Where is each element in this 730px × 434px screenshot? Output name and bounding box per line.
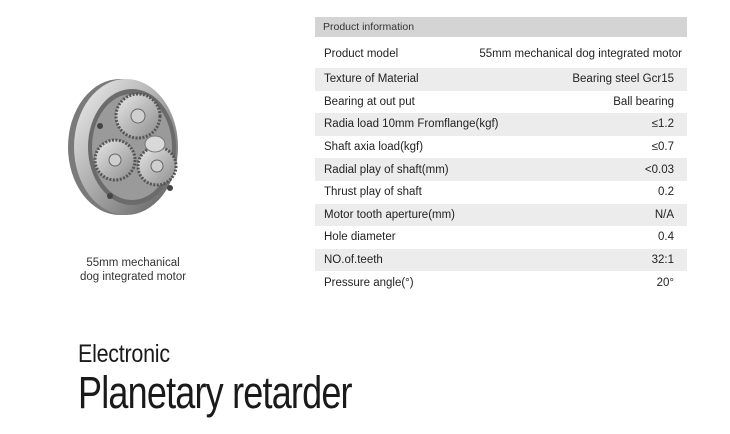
table-row [315,91,687,114]
planetary-gear-image [62,72,202,222]
row-value: ≤0.7 [651,141,674,154]
row-label: Radial play of shaft(mm) [324,163,449,176]
row-label: Product model [324,48,399,60]
product-caption [68,256,198,284]
caption-line-1: 55mm mechanical [86,257,180,269]
table-row [315,68,687,91]
row-label: Thrust play of shaft [324,186,422,199]
headline-subtitle: Electronic [78,340,170,368]
row-label: NO.of.teeth [324,254,383,267]
table-row [315,249,687,272]
row-value: 0.2 [658,186,674,199]
headline-title: Planetary retarder [78,367,352,418]
table-row [315,40,687,68]
table-row [315,204,687,227]
row-value: N/A [654,208,674,221]
table-row [315,181,687,204]
row-value: Ball bearing [613,95,674,108]
row-value: Bearing steel Gcr15 [572,73,674,86]
table-header: Product information [315,17,687,37]
headline [78,340,420,418]
product-info-table [315,17,687,294]
row-value: 0.4 [658,231,674,244]
row-label: Pressure angle(°) [324,276,414,289]
row-label: Shaft axia load(kgf) [324,141,424,154]
row-label: Motor tooth aperture(mm) [324,208,456,221]
table-row [315,271,687,294]
table-row [315,136,687,159]
table-row [315,113,687,136]
table-row [315,226,687,249]
row-label: Bearing at out put [324,95,415,108]
caption-line-2: dog integrated motor [79,271,187,283]
row-value: 32:1 [651,254,674,267]
row-label: Radia load 10mm Fromflange(kgf) [324,118,499,131]
table-body [315,40,687,294]
row-value: <0.03 [644,163,674,176]
row-label: Texture of Material [324,73,419,86]
table-row [315,158,687,181]
row-label: Hole diameter [324,231,396,244]
row-value: 55mm mechanical dog integrated motor [479,48,682,60]
row-value: ≤1.2 [651,118,674,131]
row-value: 20° [656,276,674,289]
